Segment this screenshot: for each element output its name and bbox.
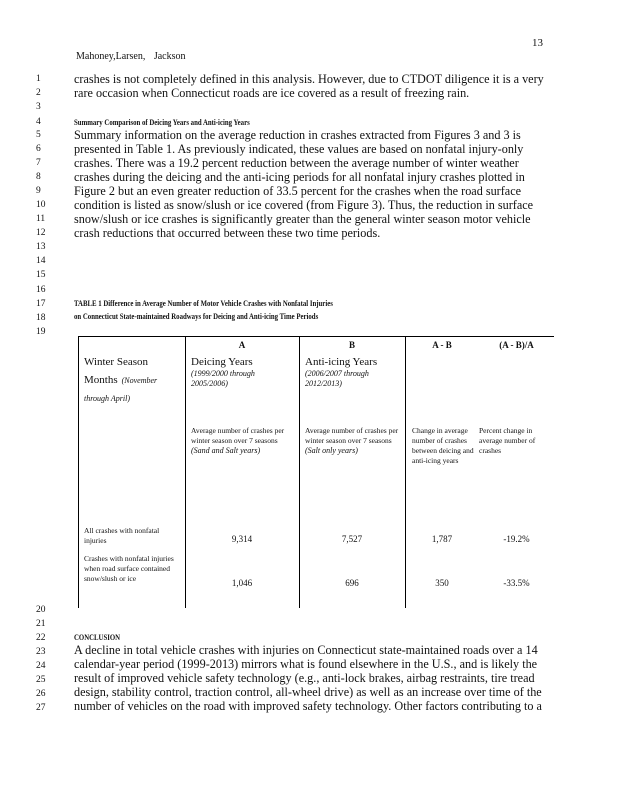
body-line: design, stability control, traction control, all-wheel drive) as well as an increase over time of the bbox=[74, 685, 542, 699]
body-line: condition is listed as snow/slush or ice covered (from Figure 3). Thus, the reduction in surface bbox=[74, 198, 534, 212]
line-number: 3 bbox=[36, 102, 41, 112]
line-number: 26 bbox=[36, 689, 46, 699]
line-number: 18 bbox=[36, 313, 46, 323]
antiicing-note: (Salt only years) bbox=[305, 446, 358, 455]
line-number: 17 bbox=[36, 299, 46, 309]
cell-diff: 350 bbox=[435, 578, 449, 588]
deicing-desc: Average number of crashes per winter season over 7 seasons bbox=[191, 426, 285, 445]
cell-b: 7,527 bbox=[341, 534, 363, 544]
cell-diff: 1,787 bbox=[431, 534, 453, 544]
table-col-divider bbox=[185, 336, 186, 608]
body-line: crashes. There was a 19.2 percent reduction between the average number of winter weather bbox=[74, 156, 519, 170]
body-line: calendar-year period (1999-2013) mirrors what is found elsewhere in the U.S., and is likely the bbox=[74, 657, 538, 671]
pct-desc-cell bbox=[479, 426, 545, 456]
line-number: 20 bbox=[36, 605, 46, 615]
col-letter-b: B bbox=[348, 340, 355, 350]
body-line: A decline in total vehicle crashes with injuries on Connecticut state-maintained roads over a 14 bbox=[74, 643, 538, 657]
deicing-note: (Sand and Salt years) bbox=[191, 446, 261, 455]
line-number: 23 bbox=[36, 647, 46, 657]
table-col-divider bbox=[405, 336, 406, 608]
page-number: 13 bbox=[532, 37, 543, 49]
change-desc: Change in average number of crashes between deicing and anti-icing years bbox=[412, 426, 474, 465]
line-number: 16 bbox=[36, 285, 46, 295]
line-number: 10 bbox=[36, 200, 46, 210]
line-number: 13 bbox=[36, 242, 46, 252]
antiicing-desc-cell bbox=[305, 426, 401, 456]
body-line: number of vehicles on the road with improved safety technology. Other factors contributing to a bbox=[74, 699, 542, 713]
row-header-subtitle: (November through April) bbox=[84, 376, 158, 403]
row-label: Crashes with nonfatal injuries when road surface contained snow/slush or ice bbox=[84, 554, 174, 583]
line-number: 6 bbox=[36, 144, 41, 154]
line-number: 8 bbox=[36, 172, 41, 182]
body-line: result of improved vehicle safety technology (e.g., anti-lock brakes, airbag restraints, tire tread bbox=[74, 671, 535, 685]
line-number: 19 bbox=[36, 327, 46, 337]
line-number: 2 bbox=[36, 88, 41, 98]
line-number: 24 bbox=[36, 661, 46, 671]
antiicing-period: (2006/2007 through 2012/2013) bbox=[305, 369, 369, 388]
line-number: 12 bbox=[36, 228, 46, 238]
line-number: 7 bbox=[36, 158, 41, 168]
col-letter-diff: A - B bbox=[432, 340, 452, 350]
body-line: crash reductions that occurred between these two time periods. bbox=[74, 226, 381, 240]
table-col-divider bbox=[299, 336, 300, 608]
section-heading-summary: Summary Comparison of Deicing Years and Anti-icing Years bbox=[74, 117, 250, 127]
cell-pct: -33.5% bbox=[503, 578, 530, 588]
line-number: 1 bbox=[36, 74, 41, 84]
section-heading-conclusion: CONCLUSION bbox=[74, 632, 121, 642]
body-line: rare occasion when Connecticut roads are ice covered as a result of freezing rain. bbox=[74, 86, 470, 100]
change-desc-cell bbox=[412, 426, 474, 466]
cell-a: 1,046 bbox=[231, 578, 253, 588]
line-number: 4 bbox=[36, 117, 41, 127]
row-header-title: Winter Season Months bbox=[84, 356, 149, 386]
table-top-rule bbox=[78, 336, 554, 337]
deicing-desc-cell bbox=[191, 426, 293, 456]
table-caption-line: TABLE 1 Difference in Average Number of Motor Vehicle Crashes with Nonfatal Injuries bbox=[74, 298, 333, 308]
deicing-header-cell bbox=[191, 356, 293, 389]
body-line: crashes during the deicing and the anti-icing periods for all nonfatal injury crashes plotted in bbox=[74, 170, 525, 184]
pct-desc: Percent change in average number of crashes bbox=[479, 426, 536, 455]
line-number: 5 bbox=[36, 130, 41, 140]
body-line: crashes is not completely defined in this analysis. However, due to CTDOT diligence it is a very bbox=[74, 72, 544, 86]
line-number: 27 bbox=[36, 703, 46, 713]
cell-a: 9,314 bbox=[231, 534, 253, 544]
running-header: Mahoney,Larsen, Jackson bbox=[76, 51, 186, 62]
table-caption-line: on Connecticut State-maintained Roadways for Deicing and Anti-icing Time Periods bbox=[74, 311, 319, 321]
body-line: Summary information on the average reduction in crashes extracted from Figures 3 and 3 is bbox=[74, 128, 521, 142]
table-left-border bbox=[78, 336, 79, 608]
body-line: Figure 2 but an even greater reduction of 33.5 percent for the crashes when the road surface bbox=[74, 184, 522, 198]
line-number: 22 bbox=[36, 633, 46, 643]
line-number: 11 bbox=[36, 214, 46, 224]
col-letter-a: A bbox=[238, 340, 246, 350]
deicing-period: (1999/2000 through 2005/2006) bbox=[191, 369, 255, 388]
deicing-title: Deicing Years bbox=[191, 356, 253, 368]
body-line: snow/slush or ice crashes is significantly greater than the general winter season motor vehicle bbox=[74, 212, 531, 226]
line-number: 15 bbox=[36, 270, 46, 280]
results-table bbox=[78, 336, 554, 608]
line-number: 25 bbox=[36, 675, 46, 685]
cell-pct: -19.2% bbox=[503, 534, 530, 544]
antiicing-desc: Average number of crashes per winter season over 7 seasons bbox=[305, 426, 399, 445]
row-header-cell bbox=[84, 352, 180, 406]
antiicing-header-cell bbox=[305, 356, 401, 389]
col-letter-pct: (A - B)/A bbox=[499, 340, 534, 350]
row-label: All crashes with nonfatal injuries bbox=[84, 526, 160, 545]
body-line: presented in Table 1. As previously indicated, these values are based on nonfatal injury-only bbox=[74, 142, 524, 156]
line-number: 14 bbox=[36, 256, 46, 266]
line-number: 9 bbox=[36, 186, 41, 196]
cell-b: 696 bbox=[345, 578, 359, 588]
line-number: 21 bbox=[36, 619, 46, 629]
antiicing-title: Anti-icing Years bbox=[305, 356, 378, 368]
